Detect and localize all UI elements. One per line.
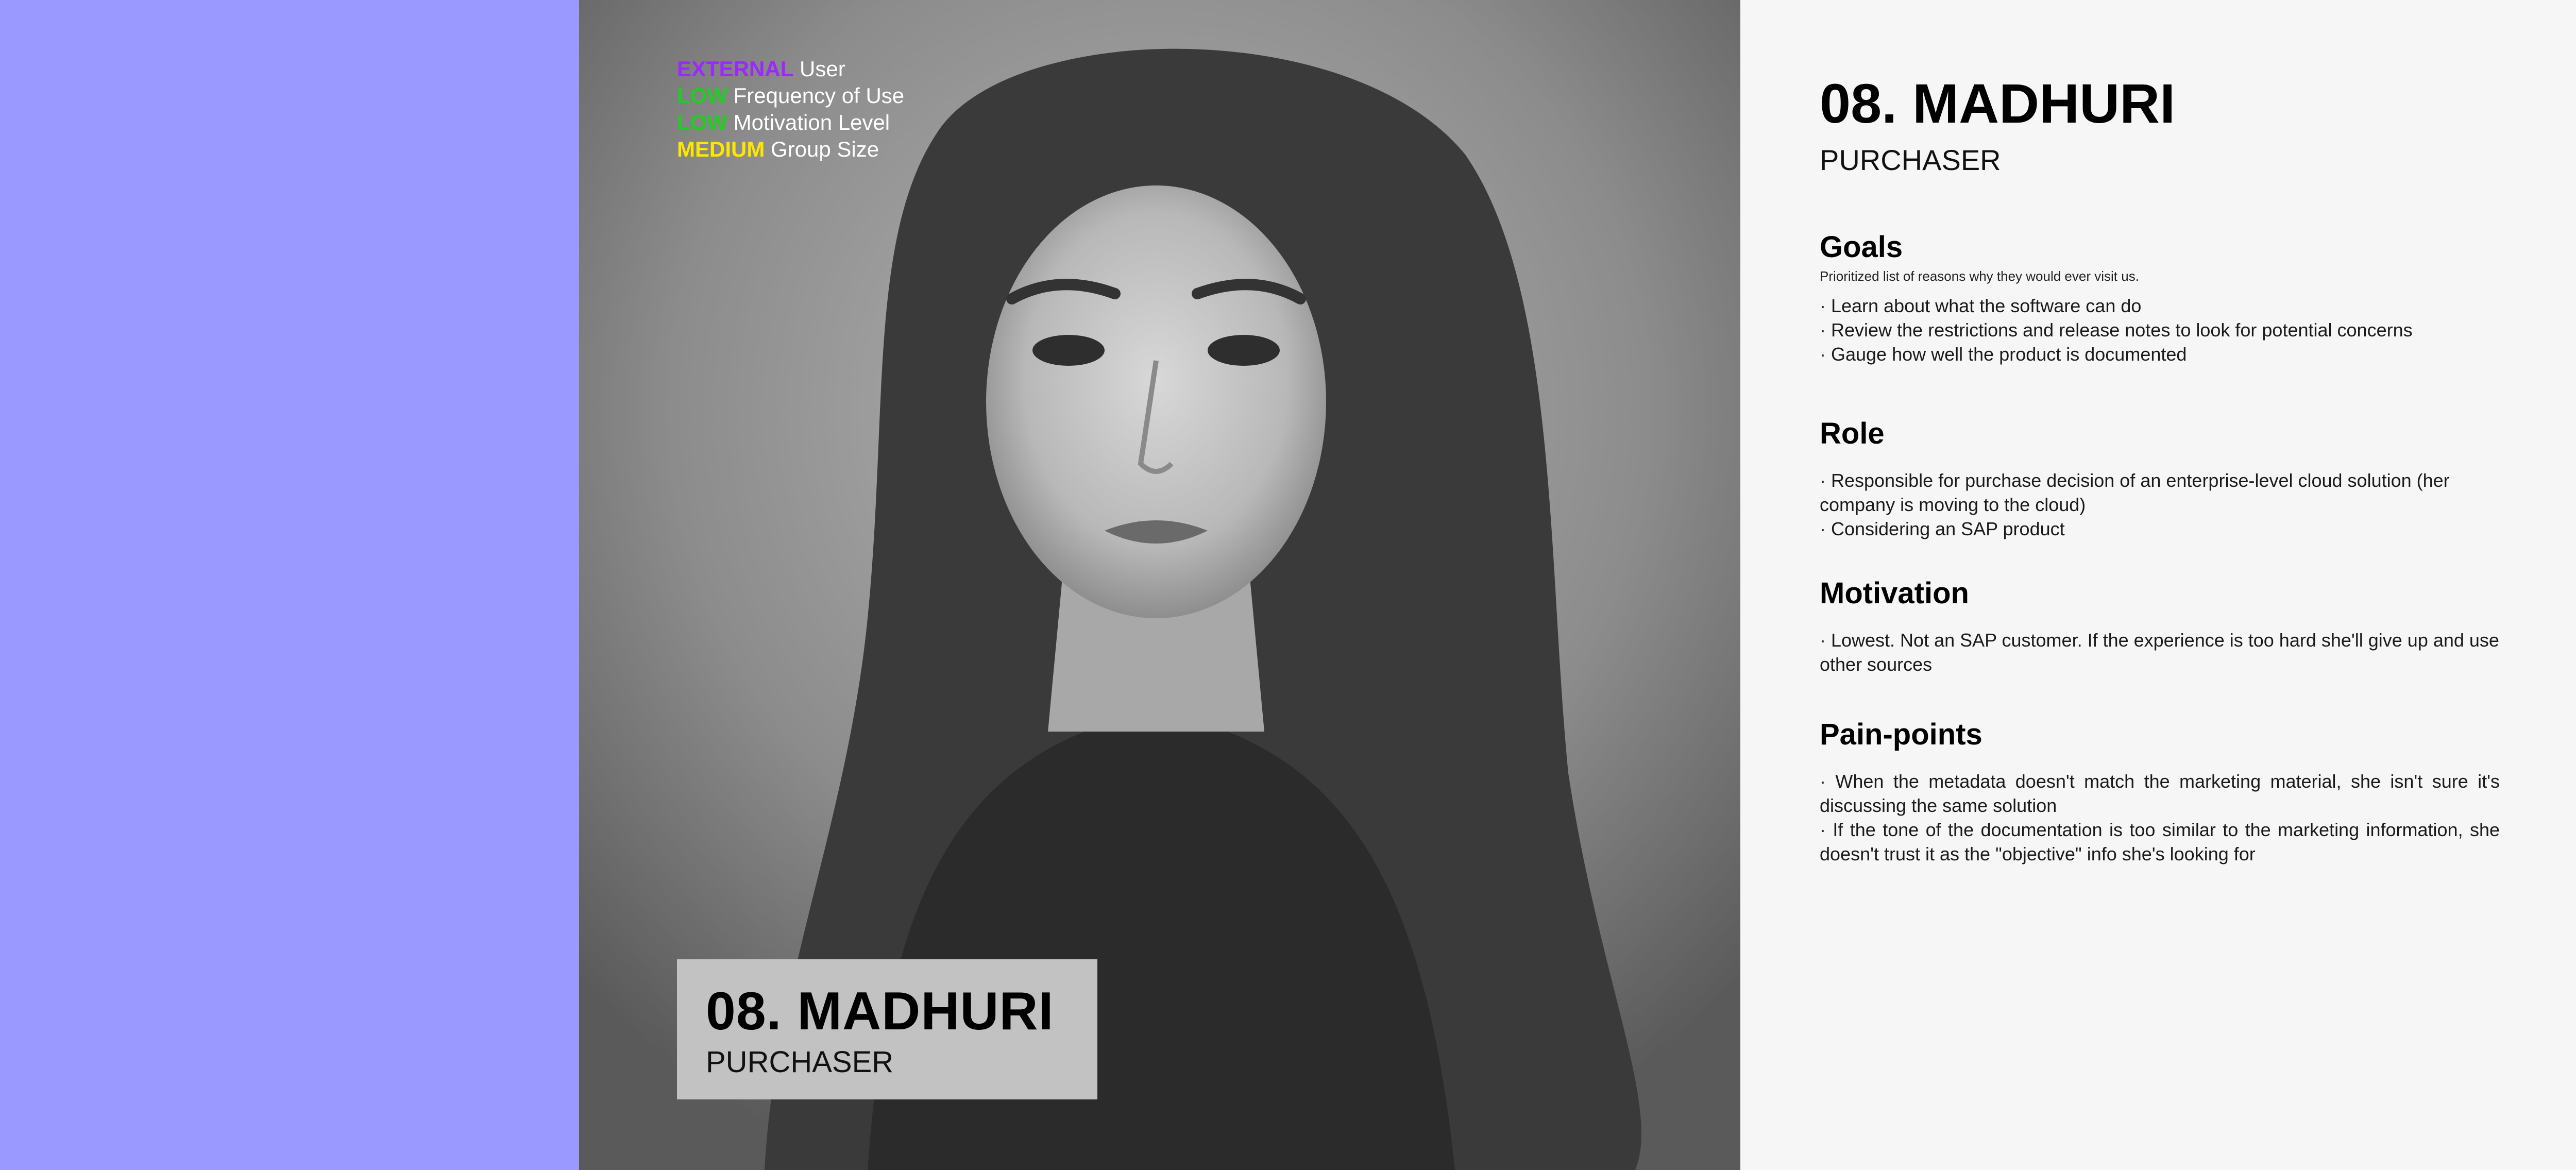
list-item: · Review the restrictions and release notes to look for potential concerns xyxy=(1820,319,2413,341)
metric-group-size xyxy=(677,136,904,163)
pain-points-section xyxy=(1820,717,2500,866)
page-subtitle-role: PURCHASER xyxy=(1820,144,2001,176)
page-title: 08. MADHURI xyxy=(1820,72,2176,134)
list-item: · Responsible for purchase decision of an enterprise-level cloud solution (her company is moving to the cloud) xyxy=(1820,470,2450,515)
motivation-list xyxy=(1820,628,2500,676)
list-item: · Learn about what the software can do xyxy=(1820,295,2142,316)
metric-level: EXTERNAL xyxy=(677,57,794,81)
motivation-heading: Motivation xyxy=(1820,576,1969,610)
portrait-panel xyxy=(579,0,1740,1170)
metric-level: MEDIUM xyxy=(677,137,765,161)
metric-frequency xyxy=(677,82,904,109)
role-section xyxy=(1820,416,2500,541)
role-heading: Role xyxy=(1820,417,1885,450)
metric-motivation xyxy=(677,109,904,136)
persona-name-card xyxy=(677,959,1097,1099)
persona-card-role: PURCHASER xyxy=(706,1045,894,1079)
pain-points-list xyxy=(1820,769,2500,866)
list-item: · Considering an SAP product xyxy=(1820,518,2065,539)
list-item: · When the metadata doesn't match the marketing material, she isn't sure it's discussing the same solution xyxy=(1820,771,2500,816)
motivation-section xyxy=(1820,576,2500,676)
list-item: · Gauge how well the product is documented xyxy=(1820,344,2187,365)
metric-level: LOW xyxy=(677,110,727,134)
metric-label: Motivation Level xyxy=(733,110,890,134)
role-list xyxy=(1820,468,2500,541)
metric-user-type xyxy=(677,56,904,82)
metric-label: Group Size xyxy=(771,137,879,161)
list-item: · Lowest. Not an SAP customer. If the experience is too hard she'll give up and use other sources xyxy=(1820,630,2499,675)
list-item: · If the tone of the documentation is too similar to the marketing information, she doesn't trust it as the "objective" info she's looking for xyxy=(1820,819,2500,864)
metric-label: User xyxy=(800,57,845,81)
goals-heading: Goals xyxy=(1820,230,1903,264)
persona-details-panel xyxy=(1740,0,2576,1170)
pain-points-heading: Pain-points xyxy=(1820,718,1982,751)
goals-section xyxy=(1820,230,2500,366)
goals-list xyxy=(1820,294,2500,366)
metric-level: LOW xyxy=(677,83,727,108)
metric-label: Frequency of Use xyxy=(733,83,905,108)
goals-subtitle: Prioritized list of reasons why they would ever visit us. xyxy=(1820,268,2139,284)
persona-metrics xyxy=(677,56,904,163)
persona-card-title: 08. MADHURI xyxy=(706,981,1054,1041)
